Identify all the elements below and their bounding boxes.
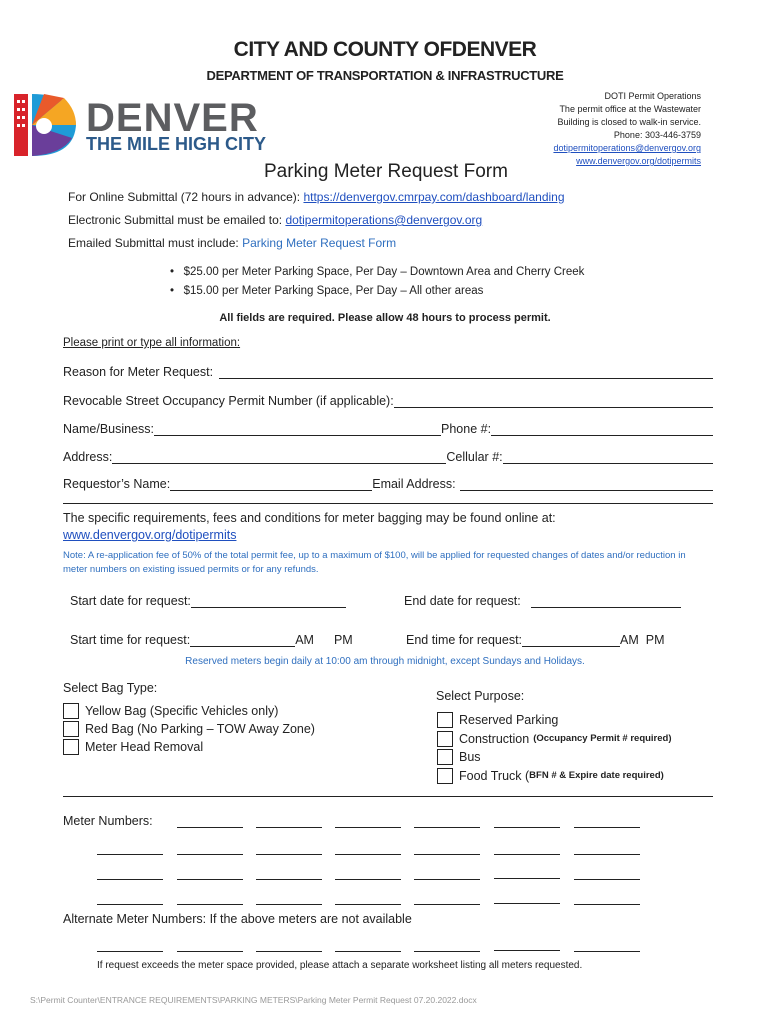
alternate-meter-input[interactable] (414, 951, 480, 952)
meter-number-input[interactable] (574, 879, 640, 880)
construction-note: (Occupancy Permit # required) (533, 732, 672, 744)
phone-label: Phone #: (441, 422, 492, 436)
food-truck-note: BFN # & Expire date required) (529, 769, 664, 781)
alternate-meters-label: Alternate Meter Numbers: If the above meters are not available (63, 912, 412, 926)
meter-number-input[interactable] (177, 879, 243, 880)
footer-path: S:\Permit Counter\ENTRANCE REQUIREMENTS\PARKING METERS\Parking Meter Permit Request 07.20.2022.docx (30, 995, 477, 1005)
cell-label: Cellular #: (446, 450, 503, 464)
bag-option-red (63, 720, 315, 738)
requestor-input[interactable] (170, 478, 372, 491)
end-time-input[interactable] (522, 634, 620, 647)
meter-number-input[interactable] (574, 854, 640, 855)
electronic-submittal (68, 213, 482, 227)
food-truck-label: Food Truck ( (459, 768, 530, 783)
meter-number-input[interactable] (335, 854, 401, 855)
yellow-bag-checkbox[interactable] (63, 703, 79, 719)
bus-label: Bus (459, 750, 481, 764)
requestor-email-row (63, 477, 713, 491)
construction-label: Construction (459, 731, 530, 746)
reason-input[interactable] (219, 366, 713, 379)
bus-checkbox[interactable] (437, 749, 453, 765)
meter-head-label: Meter Head Removal (85, 740, 204, 754)
start-date-input[interactable] (191, 595, 346, 608)
logo-tagline: THE MILE HIGH CITY (86, 134, 266, 154)
alternate-meter-input[interactable] (335, 951, 401, 952)
meter-number-input[interactable] (256, 827, 322, 828)
worksheet-note: If request exceeds the meter space provided, please attach a separate worksheet listing all meters requested. (97, 960, 583, 971)
start-date-field (70, 594, 346, 608)
meter-number-input[interactable] (97, 854, 163, 855)
red-bag-checkbox[interactable] (63, 721, 79, 737)
reason-field (63, 365, 713, 379)
meter-number-input[interactable] (97, 904, 163, 905)
ops-email-link[interactable]: dotipermitoperations@denvergov.org (553, 143, 701, 153)
reserved-note: Reserved meters begin daily at 10:00 am through midnight, except Sundays and Holidays. (185, 656, 585, 667)
end-date-input[interactable] (531, 595, 681, 608)
yellow-bag-label: Yellow Bag (Specific Vehicles only) (85, 704, 279, 718)
meter-number-input[interactable] (335, 827, 401, 828)
email-input[interactable] (460, 478, 713, 491)
reserved-label: Reserved Parking (459, 713, 559, 727)
logo-wordmark: DENVER (86, 96, 259, 140)
requirements-text: The specific requirements, fees and conditions for meter bagging may be found online at: (63, 511, 556, 525)
emailed-form-link[interactable]: Parking Meter Request Form (242, 236, 397, 250)
meter-number-input[interactable] (177, 854, 243, 855)
purpose-options (437, 711, 672, 785)
print-note: Please print or type all information: (63, 337, 241, 349)
end-date-label: End date for request: (404, 594, 521, 608)
meter-number-input[interactable] (177, 827, 243, 828)
meter-number-input[interactable] (335, 904, 401, 905)
meter-number-input[interactable] (177, 904, 243, 905)
meter-number-input[interactable] (256, 879, 322, 880)
bag-option-yellow (63, 702, 315, 720)
red-bag-label: Red Bag (No Parking – TOW Away Zone) (85, 722, 315, 736)
end-date-field (404, 594, 681, 608)
meter-number-input[interactable] (574, 827, 640, 828)
alternate-meter-input[interactable] (97, 951, 163, 952)
address-cell-row (63, 450, 713, 464)
emailed-submittal (68, 236, 396, 250)
electronic-label: Electronic Submittal must be emailed to: (68, 213, 283, 227)
online-submittal (68, 190, 565, 204)
online-url-link[interactable]: https://denvergov.cmrpay.com/dashboard/landing (303, 190, 565, 204)
start-date-label: Start date for request: (70, 594, 191, 608)
ops-web-link[interactable]: www.denvergov.org/dotipermits (576, 156, 701, 166)
meter-number-input[interactable] (97, 879, 163, 880)
rso-label: Revocable Street Occupancy Permit Number (if applicable): (63, 394, 394, 408)
meter-number-input[interactable] (414, 879, 480, 880)
meter-head-checkbox[interactable] (63, 739, 79, 755)
meter-number-input[interactable] (414, 854, 480, 855)
fee-item: • $25.00 per Meter Parking Space, Per Day – Downtown Area and Cherry Creek (170, 266, 585, 278)
meter-number-input[interactable] (256, 904, 322, 905)
meter-number-input[interactable] (414, 904, 480, 905)
cell-input[interactable] (503, 451, 713, 464)
reserved-checkbox[interactable] (437, 712, 453, 728)
divider (63, 503, 713, 504)
start-am-label[interactable]: AM (295, 633, 314, 647)
meter-numbers-label: Meter Numbers: (63, 814, 153, 828)
rso-field (63, 394, 713, 408)
ops-line2: Building is closed to walk-in service. (557, 117, 701, 127)
city-heading: CITY AND COUNTY OFDENVER (233, 38, 537, 61)
reapplication-note: Note: A re-application fee of 50% of the total permit fee, up to a maximum of $100, will be applied for requested changes of dates and/or reduction in meter numbers on existing issued permits or for any refunds. (63, 550, 686, 575)
purpose-reserved (437, 711, 672, 730)
name-label: Name/Business: (63, 422, 155, 436)
rso-input[interactable] (394, 395, 713, 408)
bag-type-label: Select Bag Type: (63, 681, 158, 695)
start-pm-label[interactable]: PM (333, 633, 353, 647)
end-time-field (406, 633, 664, 647)
address-label: Address: (63, 450, 113, 464)
meter-number-input[interactable] (494, 878, 560, 879)
meter-number-input[interactable] (494, 827, 560, 828)
fee-text: $25.00 per Meter Parking Space, Per Day – Downtown Area and Cherry Creek (183, 266, 585, 278)
phone-input[interactable] (491, 423, 713, 436)
electronic-email-link[interactable]: dotipermitoperations@denvergov.org (285, 213, 483, 227)
alternate-meter-input[interactable] (177, 951, 243, 952)
start-time-input[interactable] (190, 634, 295, 647)
emailed-label: Emailed Submittal must include: (68, 236, 239, 250)
name-phone-row (63, 422, 713, 436)
meter-number-input[interactable] (494, 903, 560, 904)
meter-number-input[interactable] (414, 827, 480, 828)
purpose-construction (437, 730, 672, 749)
purpose-bus (437, 748, 672, 767)
bag-option-meter-head (63, 738, 315, 756)
email-label: Email Address: (372, 477, 456, 491)
fee-item: • $15.00 per Meter Parking Space, Per Day – All other areas (170, 285, 484, 297)
required-note: All fields are required. Please allow 48 hours to process permit. (219, 312, 551, 324)
construction-checkbox[interactable] (437, 731, 453, 747)
fee-text: $15.00 per Meter Parking Space, Per Day – All other areas (183, 285, 484, 297)
address-input[interactable] (112, 451, 446, 464)
meter-number-input[interactable] (574, 904, 640, 905)
meter-number-input[interactable] (256, 854, 322, 855)
ops-phone: Phone: 303-446-3759 (613, 130, 701, 140)
reason-label: Reason for Meter Request: (63, 365, 214, 379)
end-time-label: End time for request: (406, 633, 523, 647)
start-time-field (70, 633, 353, 647)
requestor-label: Requestor’s Name: (63, 477, 171, 491)
ops-title: DOTI Permit Operations (604, 91, 701, 101)
name-input[interactable] (154, 423, 441, 436)
operations-info (471, 90, 701, 168)
alternate-meter-input[interactable] (256, 951, 322, 952)
alternate-meter-input[interactable] (494, 950, 560, 951)
requirements-link[interactable]: www.denvergov.org/dotipermits (63, 528, 237, 542)
purpose-label: Select Purpose: (436, 689, 525, 703)
meter-number-input[interactable] (494, 854, 560, 855)
online-label: For Online Submittal (72 hours in advance): (68, 190, 301, 204)
alternate-meter-input[interactable] (574, 951, 640, 952)
ops-line1: The permit office at the Wastewater (559, 104, 701, 114)
divider (63, 796, 713, 797)
denver-logo-mark-icon (14, 90, 78, 160)
start-time-label: Start time for request: (70, 633, 191, 647)
department-heading: DEPARTMENT OF TRANSPORTATION & INFRASTRUCTURE (206, 68, 564, 83)
meter-number-input[interactable] (335, 879, 401, 880)
purpose-food-truck (437, 767, 672, 786)
food-truck-checkbox[interactable] (437, 768, 453, 784)
form-title: Parking Meter Request Form (264, 161, 508, 182)
bag-type-options (63, 702, 315, 756)
end-am-pm-label[interactable]: AM PM (620, 633, 665, 647)
